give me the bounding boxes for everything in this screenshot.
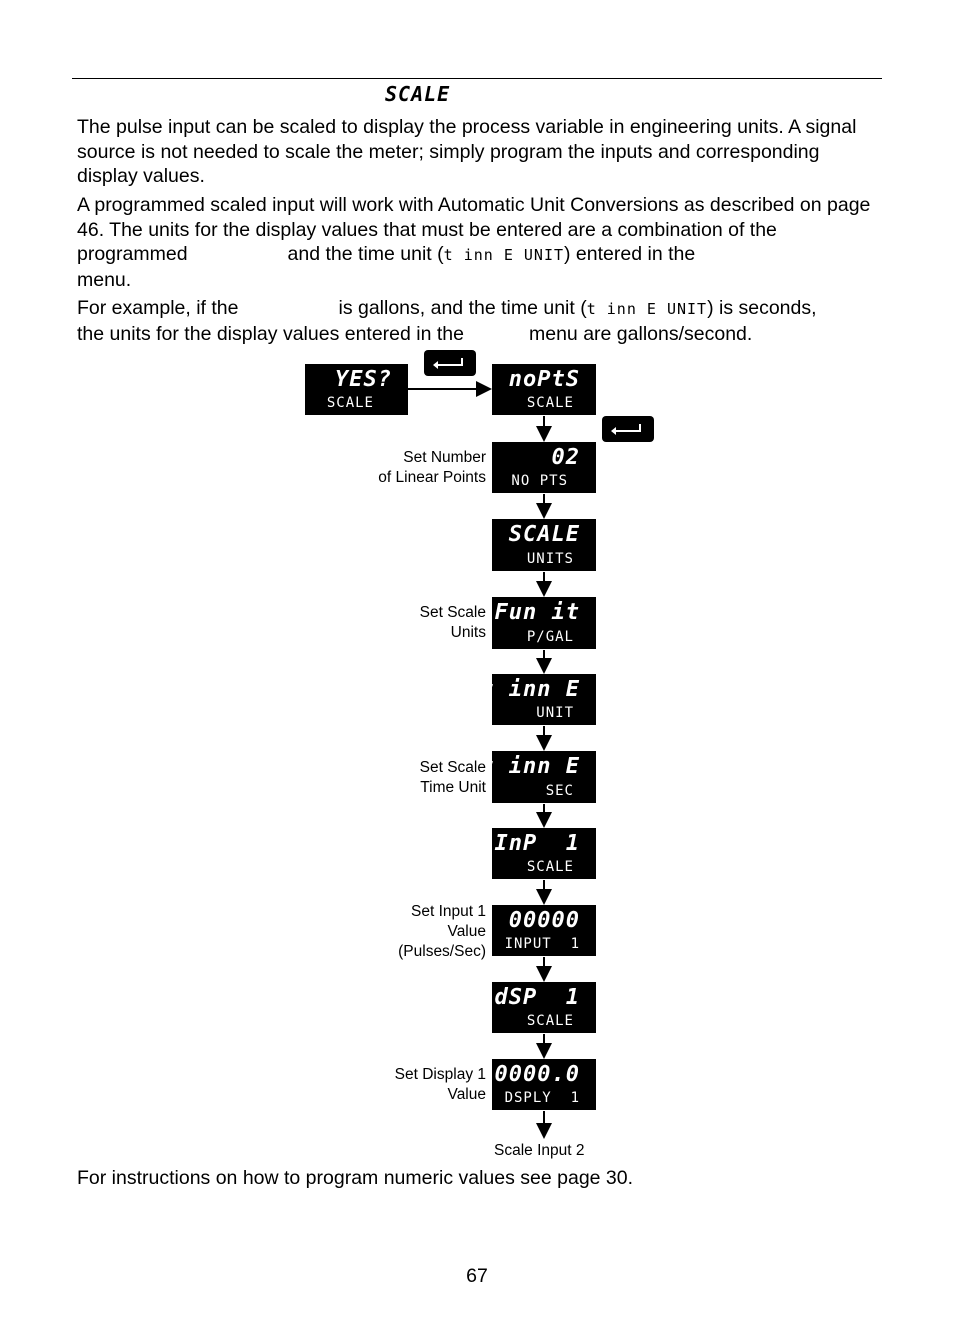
example-paragraph: For example, if the is gallons, and the time unit (t inn E UNIT) is seconds, the units for the display values entered in the menu are gallons/second. <box>77 297 817 345</box>
label-set-input: Set Input 1 Value (Pulses/Sec) <box>398 903 486 960</box>
enter-key-icon <box>602 416 654 442</box>
footer-note: For instructions on how to program numeric values see page 30. <box>77 1167 634 1189</box>
display-nopts-scale: noPtS SCALE <box>492 364 596 415</box>
next-step-caption: Scale Input 2 <box>494 1142 585 1159</box>
conversion-paragraph: A programmed scaled input will work with Automatic Unit Conversions as described on page 46. The units for the display values that must be entered are a combination of the programmed and the time unit (t inn E UNIT) entered in the menu. <box>77 194 871 291</box>
display-number-of-points: 02 NO PTS <box>492 442 596 493</box>
display-input1-scale: InP 1 SCALE <box>492 828 596 879</box>
display-scale-units: SCALE UNITS <box>492 519 596 571</box>
label-set-points: Set Number of Linear Points <box>378 449 486 486</box>
display-display1-value: 0000.0 DSPLY 1 <box>492 1059 596 1110</box>
display-scale-units-value: Fun it P/GAL <box>492 597 596 649</box>
display-time-unit-value: t inn E SEC <box>492 751 596 803</box>
display-display1-scale: dSP 1 SCALE <box>492 982 596 1033</box>
label-set-display: Set Display 1 Value <box>394 1066 486 1103</box>
display-yes-scale: YES? SCALE <box>305 364 408 415</box>
time-unit-inline-code: t inn E UNIT <box>443 246 565 264</box>
section-heading: SCALE <box>385 82 451 106</box>
page-number: 67 <box>466 1265 488 1287</box>
label-set-time: Set Scale Time Unit <box>419 759 486 796</box>
enter-key-icon <box>424 350 476 376</box>
label-set-units: Set Scale Units <box>419 604 486 641</box>
display-time-unit: t inn E UNIT <box>492 674 596 725</box>
intro-paragraph: The pulse input can be scaled to display the process variable in engineering units. A signal source is not needed to scale the meter; simply program the inputs and corresponding display values. <box>77 116 857 187</box>
time-unit-inline-code: t inn E UNIT <box>586 300 708 318</box>
display-input1-value: 00000 INPUT 1 <box>492 905 596 956</box>
